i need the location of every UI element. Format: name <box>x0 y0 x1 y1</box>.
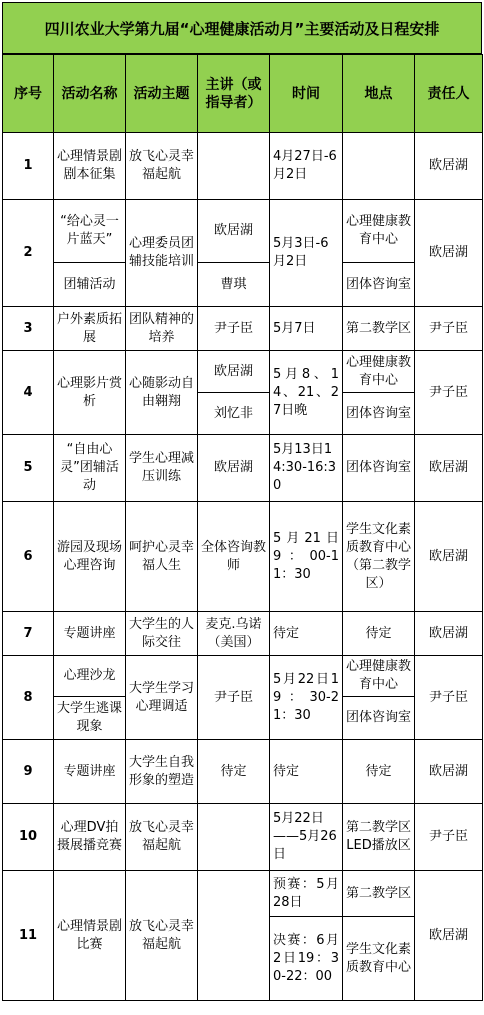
activity-theme: 呵护心灵幸福人生 <box>126 502 198 612</box>
activity-theme: 放飞心灵幸福起航 <box>126 133 198 200</box>
activity-name: 心理影片赏析 <box>54 351 126 435</box>
place: 第二教学区 <box>343 871 415 917</box>
owner: 欧居湖 <box>415 612 483 656</box>
table-row <box>3 307 483 351</box>
activity-theme: 心随影动自由翱翔 <box>126 351 198 435</box>
row-no: 1 <box>3 133 54 200</box>
time: 5月22日——5月26日 <box>270 804 343 871</box>
time: 4月27日-6月2日 <box>270 133 343 200</box>
table-row <box>3 656 483 697</box>
owner: 欧居湖 <box>415 502 483 612</box>
time: 5月3日-6月2日 <box>270 200 343 307</box>
table-row <box>3 612 483 656</box>
speaker: 刘忆非 <box>198 393 270 435</box>
place: 第二教学区LED播放区 <box>343 804 415 871</box>
time: 5月8、14、21、27日晚 <box>270 351 343 435</box>
place: 团体咨询室 <box>343 393 415 435</box>
header-theme: 活动主题 <box>126 55 198 133</box>
table-row <box>3 740 483 804</box>
place: 第二教学区 <box>343 307 415 351</box>
speaker: 待定 <box>198 740 270 804</box>
speaker: 尹子臣 <box>198 307 270 351</box>
table-row <box>3 263 483 307</box>
activity-theme: 放飞心灵幸福起航 <box>126 804 198 871</box>
speaker: 麦克.乌诺（美国） <box>198 612 270 656</box>
activity-name: 专题讲座 <box>54 740 126 804</box>
place: 心理健康教育中心 <box>343 656 415 697</box>
table-row <box>3 871 483 917</box>
activity-name: 心理DV拍摄展播竞赛 <box>54 804 126 871</box>
owner: 欧居湖 <box>415 871 483 1001</box>
time: 5月7日 <box>270 307 343 351</box>
owner: 尹子臣 <box>415 307 483 351</box>
activity-name: 户外素质拓展 <box>54 307 126 351</box>
row-no: 9 <box>3 740 54 804</box>
time: 5月21日9：00-11：30 <box>270 502 343 612</box>
header-place: 地点 <box>343 55 415 133</box>
activity-name: 专题讲座 <box>54 612 126 656</box>
row-no: 4 <box>3 351 54 435</box>
table-row <box>3 200 483 263</box>
activity-theme: 团队精神的培养 <box>126 307 198 351</box>
schedule-sheet <box>2 2 482 1001</box>
time: 待定 <box>270 740 343 804</box>
place: 待定 <box>343 612 415 656</box>
time: 决赛：6月2日19：30-22：00 <box>270 917 343 1001</box>
activity-name: 游园及现场心理咨询 <box>54 502 126 612</box>
activity-theme: 大学生自我形象的塑造 <box>126 740 198 804</box>
activity-theme: 心理委员团辅技能培训 <box>126 200 198 307</box>
activity-theme: 大学生学习心理调适 <box>126 656 198 740</box>
row-no: 2 <box>3 200 54 307</box>
owner: 尹子臣 <box>415 656 483 740</box>
owner: 尹子臣 <box>415 804 483 871</box>
table-row <box>3 804 483 871</box>
speaker <box>198 804 270 871</box>
speaker: 欧居湖 <box>198 435 270 502</box>
table-row <box>3 435 483 502</box>
place: 团体咨询室 <box>343 697 415 740</box>
header-speaker: 主讲（或指导者） <box>198 55 270 133</box>
row-no: 6 <box>3 502 54 612</box>
header-owner: 责任人 <box>415 55 483 133</box>
activity-theme: 大学生的人际交往 <box>126 612 198 656</box>
table-row <box>3 133 483 200</box>
activity-name: “自由心灵”团辅活动 <box>54 435 126 502</box>
place: 待定 <box>343 740 415 804</box>
row-no: 3 <box>3 307 54 351</box>
owner: 欧居湖 <box>415 435 483 502</box>
owner: 欧居湖 <box>415 133 483 200</box>
speaker: 欧居湖 <box>198 351 270 393</box>
speaker: 曹琪 <box>198 263 270 307</box>
table-row <box>3 502 483 612</box>
place: 学生文化素质教育中心 <box>343 917 415 1001</box>
header-time: 时间 <box>270 55 343 133</box>
speaker: 全体咨询教师 <box>198 502 270 612</box>
header-no: 序号 <box>3 55 54 133</box>
activity-name: 大学生逃课现象 <box>54 697 126 740</box>
schedule-table <box>2 54 483 1001</box>
owner: 欧居湖 <box>415 200 483 307</box>
row-no: 11 <box>3 871 54 1001</box>
row-no: 8 <box>3 656 54 740</box>
place: 学生文化素质教育中心（第二教学区） <box>343 502 415 612</box>
activity-name: 团辅活动 <box>54 263 126 307</box>
activity-name: 心理情景剧比赛 <box>54 871 126 1001</box>
row-no: 10 <box>3 804 54 871</box>
header-row <box>3 55 483 133</box>
table-row <box>3 351 483 393</box>
row-no: 7 <box>3 612 54 656</box>
speaker: 尹子臣 <box>198 656 270 740</box>
speaker <box>198 133 270 200</box>
header-name: 活动名称 <box>54 55 126 133</box>
activity-theme: 学生心理减压训练 <box>126 435 198 502</box>
owner: 欧居湖 <box>415 740 483 804</box>
activity-name: 心理沙龙 <box>54 656 126 697</box>
sheet-title: 四川农业大学第九届“心理健康活动月”主要活动及日程安排 <box>2 2 482 54</box>
place: 心理健康教育中心 <box>343 351 415 393</box>
owner: 尹子臣 <box>415 351 483 435</box>
activity-name: “给心灵一片蓝天” <box>54 200 126 263</box>
time: 预赛：5月28日 <box>270 871 343 917</box>
row-no: 5 <box>3 435 54 502</box>
place <box>343 133 415 200</box>
speaker: 欧居湖 <box>198 200 270 263</box>
time: 5月13日14:30-16:30 <box>270 435 343 502</box>
activity-theme: 放飞心灵幸福起航 <box>126 871 198 1001</box>
time: 待定 <box>270 612 343 656</box>
speaker <box>198 871 270 1001</box>
time: 5月22日19：30-21：30 <box>270 656 343 740</box>
place: 团体咨询室 <box>343 435 415 502</box>
place: 心理健康教育中心 <box>343 200 415 263</box>
place: 团体咨询室 <box>343 263 415 307</box>
activity-name: 心理情景剧剧本征集 <box>54 133 126 200</box>
